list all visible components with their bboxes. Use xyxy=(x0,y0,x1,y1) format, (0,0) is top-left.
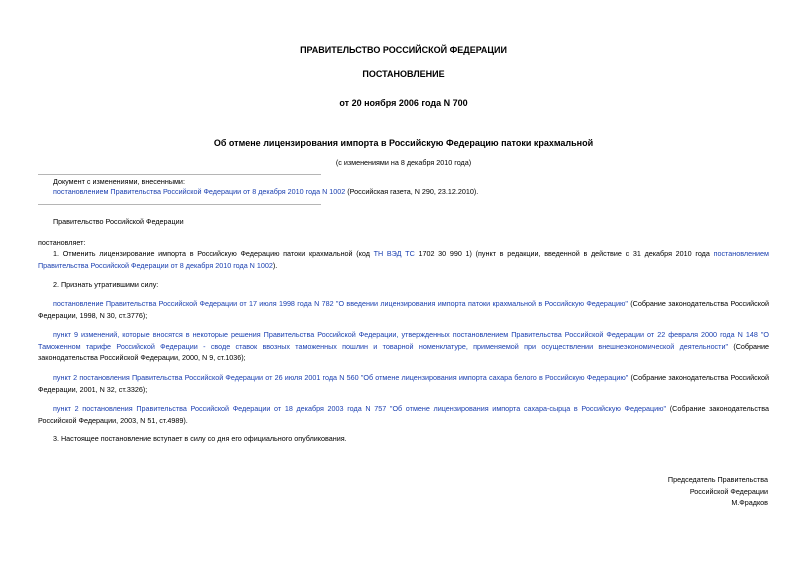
repeal-4-link[interactable]: пункт 2 постановления Правительства Российской Федерации от 18 декабря 2003 года N 757 "Об отмене лицензирования импорта сахара-сырца в Российскую Федерацию" xyxy=(53,404,667,413)
repeal-3 xyxy=(38,372,769,395)
revision-note: (с изменениями на 8 декабря 2010 года) xyxy=(335,158,472,167)
item-1-text-b: 1702 30 990 1) (пункт в редакции, введенной в действие с 31 декабря 2010 года xyxy=(414,249,714,258)
amendments-intro: Документ с изменениями, внесенными: xyxy=(53,177,185,186)
repeal-2-link[interactable]: пункт 9 изменений, которые вносятся в некоторые решения Правительства Российской Федерации, утвержденных постановлением Правительства Российской Федерации от 22 февраля 2000 года N 148 "О Таможенном тарифе Российской Федерации - своде ставок ввозных таможенных пошлин и товарной номенклатуре, применяемой при осуществлении внешнеэкономической деятельности" xyxy=(38,330,769,351)
document-title: Об отмене лицензирования импорта в Российскую Федерацию патоки крахмальной xyxy=(213,138,594,148)
decrees-text: постановляет: xyxy=(38,238,86,247)
signature-block xyxy=(668,474,768,509)
repeal-3-link[interactable]: пункт 2 постановления Правительства Российской Федерации от 26 июля 2001 года N 560 "Об отмене лицензирования импорта сахара белого в Российскую Федерацию" xyxy=(53,373,629,382)
item-3: 3. Настоящее постановление вступает в силу со дня его официального опубликования. xyxy=(53,434,347,443)
repeal-3-source: (Собрание законодательства Российской Федерации, 2001, N 32, ст.3326); xyxy=(38,373,769,394)
item-1 xyxy=(38,248,769,271)
doc-type-heading: ПОСТАНОВЛЕНИЕ xyxy=(362,69,445,79)
item-1-amendment-link[interactable]: постановлением Правительства Российской Федерации от 8 декабря 2010 года N 1002 xyxy=(38,249,769,270)
amendments-bottom-rule xyxy=(38,204,321,205)
government-heading: ПРАВИТЕЛЬСТВО РОССИЙСКОЙ ФЕДЕРАЦИИ xyxy=(300,45,507,55)
tn-ved-link[interactable]: ТН ВЭД ТС xyxy=(373,249,415,258)
issuer-text: Правительство Российской Федерации xyxy=(53,217,184,226)
signature-title: Председатель Правительства xyxy=(667,475,768,484)
repeal-4-source: (Собрание законодательства Российской Федерации, 2003, N 51, ст.4989). xyxy=(38,404,769,425)
item-2: 2. Признать утратившими силу: xyxy=(53,280,159,289)
repeal-1-link[interactable]: постановление Правительства Российской Федерации от 17 июля 1998 года N 782 "О введении лицензирования импорта патоки крахмальной в Российскую Федерацию" xyxy=(53,299,628,308)
amendments-line xyxy=(53,187,769,197)
amendment-link[interactable]: постановлением Правительства Российской Федерации от 8 декабря 2010 года N 1002 xyxy=(53,187,346,196)
repeal-1-source: (Собрание законодательства Российской Федерации, 1998, N 30, ст.3776); xyxy=(38,299,769,320)
item-1-text-c: ). xyxy=(272,260,278,270)
date-number-heading: от 20 ноября 2006 года N 700 xyxy=(339,98,468,108)
repeal-2 xyxy=(38,329,769,364)
repeal-2-source: (Собрание законодательства Российской Федерации, 2000, N 9, ст.1036); xyxy=(38,341,769,362)
amendment-source: (Российская газета, N 290, 23.12.2010). xyxy=(345,187,479,196)
repeal-1 xyxy=(38,298,769,321)
repeal-4 xyxy=(38,403,769,426)
signature-org: Российской Федерации xyxy=(689,486,768,496)
signature-name: М.Фрадков xyxy=(731,498,768,507)
amendments-top-rule xyxy=(38,174,321,175)
item-1-text-a: 1. Отменить лицензирование импорта в Российскую Федерацию патоки крахмальной (код xyxy=(53,249,374,258)
